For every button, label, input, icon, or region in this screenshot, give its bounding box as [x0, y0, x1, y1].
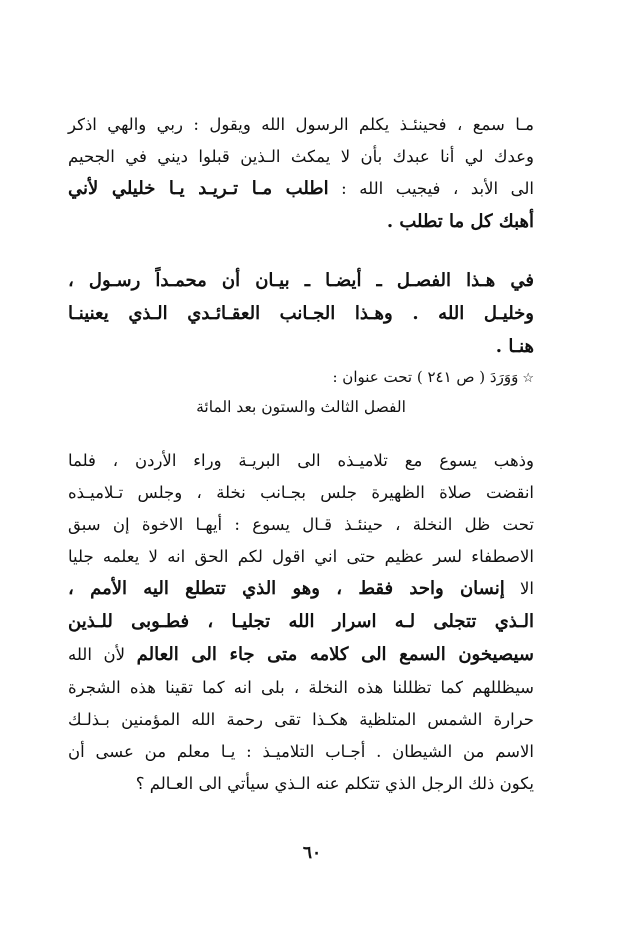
paragraph-1-line-3-bold: اطلب مـا تـريـد يـا خليلي لأني	[68, 178, 329, 199]
paragraph-3-line-8: سيظللهم كما تظللنا هذه النخلة ، بلى انه كما تقينا هذه الشجرة	[68, 678, 534, 697]
paragraph-3-line-6: الـذي تتجلى لـه اسرار الله تجليـا ، فطـوبى للـذين	[68, 611, 534, 632]
paragraph-3-line-7	[68, 640, 534, 670]
paragraph-3-line-3: تحت ظل النخلة ، حينئـذ قـال يسوع : أيهـا الاخوة إن سبق	[68, 515, 534, 534]
paragraph-3-line-10: الاسم من الشيطان . أجـاب التلاميـذ : يـا معلم من عسى أن	[68, 742, 534, 761]
paragraph-2-line-1: في هـذا الفصـل ـ أيضـا ـ بيـان أن محمـداً رسـول ،	[68, 270, 534, 291]
paragraph-3-line-4: الاصطفاء لسر عظيم حتى اني اقول لكم الحق انه لا يعلمه جليا	[68, 547, 534, 566]
paragraph-3-line-7-bold: سيصيخون السمع الى كلامه متى جاء الى العالم	[136, 644, 535, 665]
paragraph-1-line-3-normal: الى الأبد ، فيجيب الله :	[328, 179, 534, 198]
citation-line-1	[68, 362, 534, 392]
chapter-heading: الفصل الثالث والستون بعد المائة	[196, 398, 406, 416]
paragraph-3-line-2: انقضت صلاة الظهيرة جلس بجـانب نخلة ، وجلس تـلاميـذه	[68, 483, 534, 502]
paragraph-1-line-2: وعدك لي أنا عبدك بأن لا يمكث الـذين قبلوا ديني في الجحيم	[68, 147, 534, 166]
paragraph-3-line-1: وذهب يسوع مع تلاميـذه الى البريـة وراء الأردن ، فلما	[68, 451, 534, 470]
paragraph-3-line-7-normal: لأن الله	[68, 645, 137, 664]
paragraph-3-line-11: يكون ذلك الرجل الذي تتكلم عنه الـذي سيأتي الى العـالم ؟	[135, 774, 534, 793]
paragraph-3-line-5	[68, 574, 534, 604]
paragraph-3-line-5-normal: الا	[504, 579, 534, 598]
citation-text: وَوَرَدَ ( ص ٢٤١ ) تحت عنوان :	[332, 368, 519, 386]
paragraph-1-line-3	[68, 174, 534, 204]
paragraph-1-line-1: مـا سمع ، فحينئـذ يكلم الرسول الله ويقول : ربي والهي اذكر	[68, 115, 534, 134]
page-number: ٦٠	[302, 843, 322, 863]
paragraph-3-line-9: حرارة الشمس المتلظية هكـذا تقى رحمة الله المؤمنين بـذلـك	[68, 710, 534, 729]
paragraph-1-line-4: أهبك كل ما تطلب .	[386, 211, 534, 232]
paragraph-2-line-3: هنـا .	[495, 336, 534, 357]
star-icon: ☆	[522, 371, 534, 386]
paragraph-3-line-5-bold: إنسان واحد فقط ، وهو الذي تتطلع اليه الأمم ،	[68, 578, 505, 599]
paragraph-2-line-2: وخليـل الله . وهـذا الجـانب العقـائـدي الـذي يعنينـا	[68, 303, 534, 324]
